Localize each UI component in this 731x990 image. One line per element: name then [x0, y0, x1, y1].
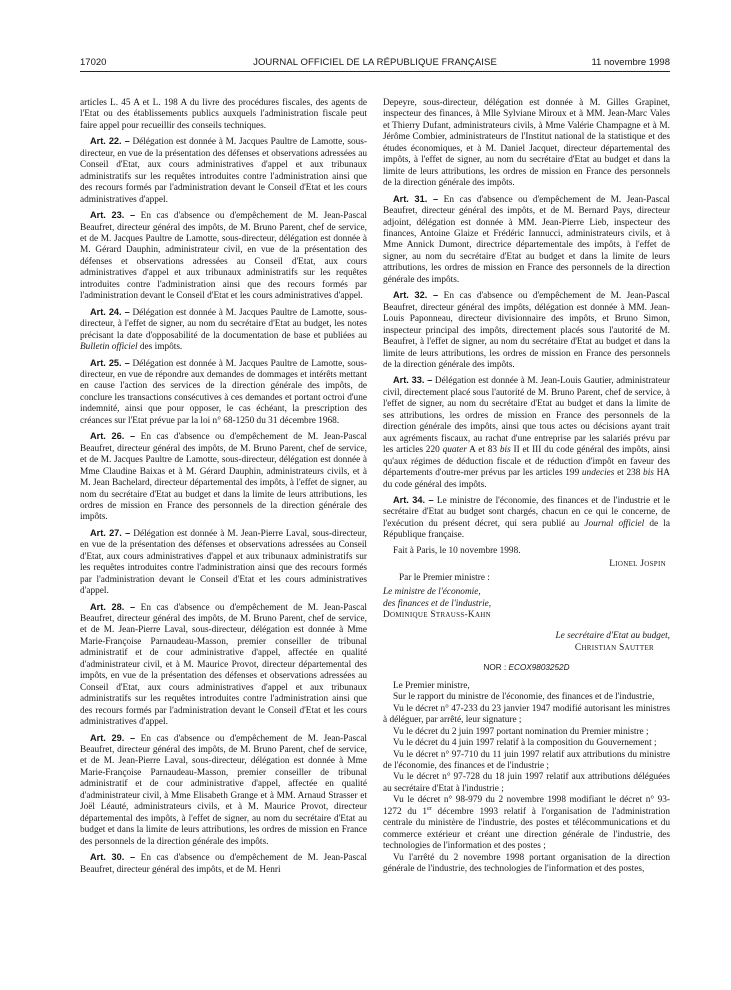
- signatory-prime-minister: Lionel Jospin: [609, 559, 666, 570]
- article-28: Art. 28. – En cas d'absence ou d'empêchement de M. Jean-Pascal Beaufret, directeur général des impôts, de M. Bruno Parent, chef de service, et de M. Jean-Pierre Laval, sous-directeur, délégation est donnée à Mme Marie-Françoise Parnaudeau-Masson, premier conseiller de tribunal administratif et de cour administrative d'appel, affectée en qualité d'administrateur civil, et à M. Maurice Provot, directeur départemental des impôts, en vue de la présentation des défenses et observations adressées au Conseil d'Etat, aux cours administratives d'appel et aux tribunaux administratifs sur les requêtes introduites contre l'administration ainsi que des recours formés par l'administration devant le Conseil d'Etat et les cours administratives d'appel.: [80, 601, 368, 728]
- article-label: Art. 30. –: [90, 852, 136, 863]
- article-31: Art. 31. – En cas d'absence ou d'empêchement de M. Jean-Pascal Beaufret, directeur général des impôts, et de M. Bernard Pays, directeur adjoint, délégation est donnée à MM. Jean-Pierre Lieb, inspecteur des finances, Antoine Glaize et Frédéric Iannucci, administrateurs civils, et à Mme Annick Dumont, directrice départementale des impôts, à l'effet de signer, au nom du secrétaire d'Etat au budget et dans la limite de leurs attributions, les ordres de mission en France des personnels de la direction générale des impôts.: [383, 193, 671, 285]
- decree-visa: Sur le rapport du ministre de l'économie, des finances et de l'industrie,: [393, 692, 655, 703]
- signatory-budget-secretary: Christian Sautter: [574, 642, 654, 653]
- article-label: Art. 25. –: [90, 357, 130, 368]
- decree-visa: Vu le décret du 4 juin 1997 relatif à la composition du Gouvernement ;: [393, 738, 657, 749]
- article-label: Art. 31. –: [393, 193, 439, 204]
- done-at: Fait à Paris, le 10 novembre 1998.: [393, 545, 521, 556]
- article-24: Art. 24. – Délégation est donnée à M. Jacques Paultre de Lamotte, sous-directeur, à l'effet de signer, au nom du secrétaire d'Etat au budget, les notes précisant la date d'opposabilité de la documentation de base et publiées au Bulletin officiel des impôts.: [80, 306, 367, 353]
- article-33: Art. 33. – Délégation est donnée à M. Jean-Louis Gautier, administrateur civil, directement placé sous l'autorité de M. Bruno Parent, chef de service, à l'effet de signer, au nom du secrétaire d'Etat au budget et dans la limite de ses attributions, les ordres de mission en France des personnels de la direction générale des impôts, ainsi que tous actes ou décisions ayant trait aux agréments fiscaux, au rachat d'une entreprise par les salariés prévu par les articles 220 quater A et 83 bis II et III du code général des impôts, ainsi qu'aux régimes de déduction fiscale et de réduction d'impôt en faveur des départements d'outre-mer prévus par les articles 199 undecies et 238 bis HA du code général des impôts.: [383, 375, 671, 490]
- article-30-continued: Depeyre, sous-directeur, délégation est donnée à M. Gilles Grapinet, inspecteur des finances, à Mlle Sylviane Miroux et à MM. Jean-Marc Vales et Thierry Dufant, administrateurs civils, à Mme Valérie Champagne et à M. Jérôme Combier, administrateurs de l'Institut national de la statistique et des études économiques, et à M. Daniel Jacquet, directeur départemental des impôts, à l'effet de signer, au nom du secrétaire d'Etat au budget et dans la limite de leurs attributions, les ordres de mission en France des personnels de la direction générale des impôts.: [383, 98, 670, 189]
- article-label: Art. 22. –: [90, 136, 130, 147]
- article-label: Art. 33. –: [393, 375, 433, 386]
- article-22: Art. 22. – Délégation est donnée à M. Jacques Paultre de Lamotte, sous-directeur, en vue de la présentation des défenses et observations adressées au Conseil d'Etat, aux cours administratives d'appel et aux tribunaux administratifs sur les requêtes introduites contre l'administration ainsi que des recours formés par l'administration devant le Conseil d'Etat et les cours administratives d'appel.: [80, 136, 367, 205]
- signatory-minister: Dominique Strauss-Kahn: [383, 610, 492, 621]
- page-header: [80, 57, 670, 69]
- nor-reference: NOR : ECOX9803252D: [483, 663, 570, 673]
- article-25: Art. 25. – Délégation est donnée à M. Jacques Paultre de Lamotte, sous-directeur, en vue de répondre aux demandes de dommages et intérêts mettant en cause l'action des services de la direction générale des impôts, de conclure les transactions consécutives à ces demandes et portant octroi d'une indemnité, ainsi que pour opposer, le cas échéant, la prescription des créances sur l'Etat prévue par la loi n° 68-1250 du 31 décembre 1968.: [80, 357, 367, 426]
- decree-visa: Vu l'arrêté du 2 novembre 1998 portant organisation de la direction générale de l'industrie, des technologies de l'information et des postes,: [383, 852, 670, 875]
- minister-title-line-2: des finances et de l'industrie,: [383, 598, 492, 609]
- article-29: Art. 29. – En cas d'absence ou d'empêchement de M. Jean-Pascal Beaufret, directeur général des impôts, de M. Bruno Parent, chef de service, et de M. Jean-Pierre Laval, sous-directeur, délégation est donnée à Mme Marie-Françoise Parnaudeau-Masson, premier conseiller de tribunal administratif et de cour administrative d'appel, affectée en qualité d'administrateur civil, à Mme Elisabeth Grange et à MM. Arnaud Strasser et Joël Léauté, administrateurs civils, et à M. Maurice Provot, directeur départemental des impôts, à l'effet de signer, au nom du secrétaire d'Etat au budget et dans la limite de leurs attributions, les ordres de mission en France des personnels de la direction générale des impôts.: [80, 732, 368, 847]
- page-number: 17020: [80, 57, 107, 68]
- decree-visa: Vu le décret n° 98-979 du 2 novembre 1998 modifiant le décret n° 93-1272 du 1er décembre 1993 relatif à l'organisation de l'administration centrale du ministère de l'industrie, des postes et télécommunications et du commerce extérieur et créant une direction générale de l'industrie, des technologies de l'information et des postes ;: [383, 795, 671, 852]
- header-rule: [80, 71, 670, 72]
- article-label: Art. 26. –: [90, 431, 136, 442]
- decree-visa: Vu le décret du 2 juin 1997 portant nomination du Premier ministre ;: [393, 726, 649, 737]
- article-label: Art. 23. –: [90, 210, 136, 221]
- article-label: Art. 28. –: [90, 601, 136, 612]
- decree-visa: Vu le décret n° 97-728 du 18 juin 1997 relatif aux attributions déléguées au secrétaire d'Etat à l'industrie ;: [383, 772, 670, 794]
- article-label: Art. 27. –: [90, 527, 131, 538]
- minister-title-line-1: Le ministre de l'économie,: [383, 587, 481, 598]
- article-32: Art. 32. – En cas d'absence ou d'empêchement de M. Jean-Pascal Beaufret, directeur général des impôts, délégation est donnée à MM. Jean-Louis Paponneau, directeur divisionnaire des impôts, et Bruno Simon, inspecteur principal des impôts, directement placés sous l'autorité de M. Beaufret, à l'effet de signer, au nom du secrétaire d'Etat au budget et dans la limite de leurs attributions, les ordres de mission en France des personnels de la direction générale des impôts.: [383, 290, 671, 370]
- budget-secretary-title: Le secrétaire d'Etat au budget,: [555, 631, 670, 642]
- article-label: Art. 24. –: [90, 306, 130, 317]
- article-34: Art. 34. – Le ministre de l'économie, des finances et de l'industrie et le secrétaire d'Etat au budget sont chargés, chacun en ce qui le concerne, de l'exécution du présent décret, qui sera publié au Journal officiel de la République française.: [383, 494, 670, 541]
- decree-visa: Vu le décret n° 97-710 du 11 juin 1997 relatif aux attributions du ministre de l'économie, des finances et de l'industrie ;: [383, 749, 670, 772]
- article-30: Art. 30. – En cas d'absence ou d'empêchement de M. Jean-Pascal Beaufret, directeur général des impôts, et de M. Henri: [80, 852, 368, 875]
- article-23: Art. 23. – En cas d'absence ou d'empêchement de M. Jean-Pascal Beaufret, directeur général des impôts, de M. Bruno Parent, chef de service, et de M. Jacques Paultre de Lamotte, sous-directeur, délégation est donnée à M. Gérard Dauphin, administrateur civil, en vue de la présentation des défenses et observations adressées au Conseil d'Etat, aux cours administratives d'appel et aux tribunaux administratifs sur les requêtes introduites contre l'administration ainsi que des recours formés par l'administration devant le Conseil d'Etat et les cours administratives d'appel.: [80, 210, 368, 302]
- intro-paragraph: articles L. 45 A et L. 198 A du livre des procédures fiscales, des agents de l'Etat ou des établissements publics auxquels l'administration fiscale peut faire appel pour recueillir des conseils techniques.: [80, 98, 367, 131]
- decree-preamble-pm: Le Premier ministre,: [393, 680, 470, 691]
- left-column: [80, 98, 367, 876]
- article-label: Art. 34. –: [393, 494, 434, 505]
- article-label: Art. 32. –: [393, 290, 439, 301]
- journal-title: JOURNAL OFFICIEL DE LA RÉPUBLIQUE FRANÇAISE: [253, 57, 497, 68]
- decree-visa: Vu le décret n° 47-233 du 23 janvier 1947 modifié autorisant les ministres à déléguer, par arrêté, leur signature ;: [383, 703, 670, 726]
- right-column: [383, 98, 670, 876]
- by-prime-minister: Par le Premier ministre :: [399, 572, 490, 583]
- article-label: Art. 29. –: [90, 732, 136, 743]
- article-26: Art. 26. – En cas d'absence ou d'empêchement de M. Jean-Pascal Beaufret, directeur général des impôts, de M. Bruno Parent, chef de service, et de M. Jacques Paultre de Lamotte, sous-directeur, délégation est donnée à Mme Claudine Baixas et à M. Gérard Dauphin, administrateurs civils, et à M. Jean Bachelard, directeur départemental des impôts, à l'effet de signer, au nom du secrétaire d'Etat au budget et dans la limite de leurs attributions, les ordres de mission en France des personnels de la direction générale des impôts.: [80, 431, 368, 523]
- article-27: Art. 27. – Délégation est donnée à M. Jean-Pierre Laval, sous-directeur, en vue de la présentation des défenses et observations adressées au Conseil d'Etat, aux cours administratives d'appel et aux tribunaux administratifs sur les requêtes introduites contre l'administration ainsi que des recours formés par l'administration devant le Conseil d'Etat et les cours administratives d'appel.: [80, 527, 368, 597]
- issue-date: 11 novembre 1998: [591, 57, 670, 68]
